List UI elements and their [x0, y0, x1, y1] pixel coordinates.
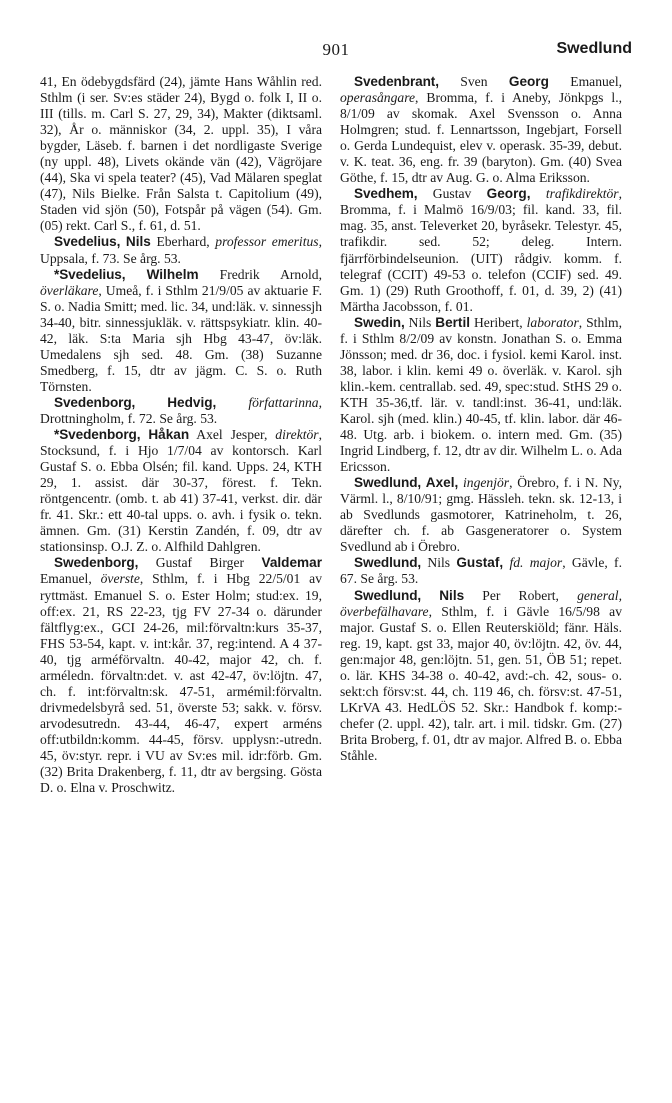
continued-entry-text: 41, En ödebygdsfärd (24), jämte Hans Wåhlin red. Sthlm (i ser. Sv:es städer 24), Bygd o. folk I, II o. III (tills. m. Carl S. 27, 29, 34), Makter (diktsaml. 32), År o. människor (34, 2. uppl. 35), I våra bygder, Läseb. f. barnen i det nordligaste Sverige (ny uppl. 48), Livets okände vän (42), Vägröjare (44), Ska vi spela teater? (45), Vad Mälaren speglat (47), Nils Bielke. Från Salsta t. Capitolium (49), Staden vid sjön (50), Fotspår på vägen (54). Gm. (05) rekt. Carl S., f. 61, d. 51. [40, 74, 322, 234]
entry-occupation: direktör [275, 427, 319, 443]
entry-body-text: , Uppsala, f. 73. Se årg. 53. [40, 234, 322, 266]
entry-occupation: professor emeritus [215, 234, 319, 250]
entry-surname: Svedelius, [54, 234, 121, 250]
biography-entry [40, 267, 322, 395]
entry-given-names-rest: Per Robert, [464, 587, 578, 603]
entry-given-names: Sven [438, 74, 509, 89]
entry-call-name: Nils [125, 234, 151, 250]
entry-occupation: överläkare [40, 282, 99, 298]
entry-body-text: , Sthlm, f. i Hbg 22/5/01 av ryttmäst. Emanuel S. o. Ester Holm; stud:ex. 19, off:ex. 21, RS 22-23, tjg FV 27-34 o. därunder fältflyg:ex., GCI 24-26, mil:förvaltn:kurs 35-37, FHS 53-54, kapt. v. int:kår. 37, reg:intend. A 4 37-40, tjg arméförvaltn. 40-42, major 42, ch. f. arméledn. förvaltn:det. v. ast 42-47, öv:löjtn. 47, ch. f. int:förvaltn:sk. 47-51, armémil:förvaltn. drivmedelsbyrå sed. 51, överste 53; sakk. v. försv. arvodesutredn. 43-44, 46-47, expert arméns off:utbildn:komm. 44-45, försv. upplysn:-utredn. 45, öv:styr. repr. i VU av Sv:es mil. idr:förb. Gm. (32) Brita Drakenberg, f. 11, dtr av bergsing. Gösta D. o. Elna v. Proschwitz. [40, 571, 322, 796]
entry-call-name: Georg, [486, 186, 531, 202]
entry-given-names [135, 395, 167, 410]
entry-given-names-rest [216, 395, 248, 410]
running-head: Swedlund [556, 40, 632, 57]
entry-surname: Swedlund, [354, 587, 422, 603]
page-header [0, 40, 672, 70]
entry-surname: Svedenborg, [54, 394, 136, 410]
biography-entry [340, 315, 622, 475]
entry-call-name: Wilhelm [146, 266, 199, 282]
entry-given-names: Gustav [417, 186, 487, 202]
entry-occupation: ingenjör [463, 475, 510, 491]
biography-entry [40, 555, 322, 796]
entry-given-names-rest: Emanuel, [40, 571, 101, 587]
entry-surname: Swedin, [354, 314, 405, 330]
page-number: 901 [322, 40, 350, 59]
entry-call-name: Valdemar [261, 555, 322, 571]
entry-call-name: Nils [439, 587, 465, 603]
entry-given-names-rest [530, 186, 545, 201]
entry-call-name: Håkan [148, 427, 190, 443]
entry-given-names: Gustaf Birger [138, 555, 262, 571]
entry-body-text: , Bromma, f. i Aneby, Jönkpgs l., 8/1/09 av skomak. Axel Svensson o. Anna Holmgren; stud. f. Lennartsson, Ingebjart, Forsell o. Gerda Lundequist, elev v. operask. 35-39, debut. v. K. teat. 36, eng. fr. 39 (baryton). Gm. (40) Svea Göthe, f. 15, dtr av Aug. G. o. Alma Eriksson. [340, 90, 622, 186]
entry-given-names: Nils [404, 314, 436, 330]
entry-surname: *Svedelius, [54, 266, 126, 282]
entry-call-name: Georg [508, 74, 549, 89]
biography-entry [340, 186, 622, 314]
entry-body-text: , Sthlm, f. i Gävle 16/5/98 av major. Gustaf S. o. Ellen Reuterskiöld; fänr. Häls. reg. 19, kapt. gst 33, major 40, öv:löjtn. 42, öv. 44, gen:major 48, gen:löjtn. 51, gen. 51, ÖB 51; repet. o. lär. KHS 34-38 o. 40-42, avd:-ch. 42, sous- o. sekt:ch försv:st. 44, ch. 119 46, ch. försv:st. 47-51, LKrVA 43. HedLÖS 52. Skr.: Handbok f. komp:-chefer (2. uppl. 42), talr. art. i mil. tidskr. Gm. (27) Brita Broberg, f. 01, dtr av major. Alfred B. o. Ebba Ståhle. [340, 603, 622, 763]
entry-occupation: general, överbefälhavare [340, 587, 622, 619]
entry-call-name: Bertil [435, 314, 471, 330]
entry-body-text: , Örebro, f. i N. Ny, Värml. l., 8/10/91; gmg. Hässleh. tekn. sk. 12-13, i ab Svedlunds gasmotorer, Katrineholm, t. 26, därefter ch. f. ab Gasgeneratorer o. System Svedlund ab i Örebro. [340, 475, 622, 555]
entry-call-name: Hedvig, [167, 394, 217, 410]
entry-surname: Svedhem, [354, 186, 418, 202]
entry-given-names-rest: Axel Jesper, [189, 427, 276, 443]
entry-body-text: , Gävle, f. 67. Se årg. 53. [340, 555, 622, 587]
left-column [40, 74, 322, 796]
entry-surname: Swedlund, [354, 475, 422, 491]
entry-occupation: laborator [526, 314, 579, 330]
biography-entry [40, 234, 322, 266]
biography-entry [340, 555, 622, 587]
entry-given-names [421, 588, 439, 603]
entry-body-text: , Stocksund, f. i Hjo 1/7/04 av kontorsch. Karl Gustaf S. o. Ebba Olsén; fil. kand. Upps. 24, KTH 29, 1. assist. där 30-37, förest. f. Tekn. röntgencentr. (omb. t. ab 41) 37-41, verkst. dir. där fr. 41. Skr.: ett 40-tal upps. o. avh. i fysik o. tekn. ämnen. Gm. (31) Kerstin Zandén, f. 09, dtr av stationsinsp. O.J. Z. o. Alfhild Dahlgren. [40, 427, 322, 555]
entry-surname: Swedenborg, [54, 555, 139, 571]
entry-occupation: fd. major [509, 555, 563, 571]
entry-occupation: överste [100, 571, 140, 587]
right-column [340, 74, 622, 764]
entry-given-names-rest: Fredrik Arnold, [198, 266, 322, 282]
entry-occupation: författarinna [248, 394, 319, 410]
biography-entry [40, 427, 322, 555]
entry-given-names-rest: Eberhard, [150, 234, 216, 250]
entry-occupation: operasångare [340, 90, 416, 106]
biography-entry [340, 588, 622, 765]
entry-occupation: trafikdirektör [545, 186, 619, 202]
entry-surname: Svedenbrant, [354, 74, 439, 89]
entry-call-name: Axel, [425, 475, 459, 491]
entry-given-names [125, 267, 146, 282]
biography-entry [340, 74, 622, 186]
entry-body-text: , Drottningholm, f. 72. Se årg. 53. [40, 394, 322, 426]
entry-body-text: , Sthlm, f. i Sthlm 8/2/09 av konstn. Jonathan S. o. Emma Jönsson; med. dr 36, doc. i fysiol. kemi Karol. inst. 38, labor. i klin. kemi 49 o. överläk. v. Karol. sjh klin.-kem. centrallab. sed. 49, spec:stud. StHS 29 o. KTH 35-36,tf. lär. v. tandl:inst. 36-41, und:läk. Karol. sjh (med. klin.) 40-45, tf. klin. labor. där 46-48. Utg. arb. i biokem. o. intern med. Gm. (35) Ingrid Lindberg, f. 12, dtr av dir. Wilhelm L. o. Ada Ericsson. [340, 314, 622, 475]
entry-call-name: Gustaf, [456, 555, 504, 571]
biography-entry [340, 475, 622, 555]
entry-body-text: , Bromma, f. i Malmö 16/9/03; fil. kand. 33, fil. mag. 35, anst. Televerket 20, byråsekr. Telestyr. 45, trafikdir. sed. 52; deleg. Intern. fjärrförbindelseunion. (UIT) rådgiv. komm. f. telegraf (CCIT) 49-53 o. telefon (CCIF) sed. 49. Gm. 1) (29) Ruth Groothoff, f. 01, d. 39, 2) (41) Märtha Jacobsson, f. 01. [340, 186, 623, 314]
entry-given-names-rest: Heribert, [470, 314, 527, 330]
entry-given-names: Nils [421, 555, 457, 571]
biography-entry [40, 395, 322, 427]
entry-given-names-rest: Emanuel, [548, 74, 622, 89]
entry-body-text: , Umeå, f. i Sthlm 21/9/05 av aktuarie F. S. o. Nadia Smitt; med. lic. 34, und:läk. v. sinnessjh 34-40, bitr. sinnessjukläk. v. rättspsykiatr. klin. 40-42, läk. S:ta Maria sjh Hbg 43-47, öv:läk. Umedalens sjh sed. 48. Gm. (38) Suzanne Smedberg, f. 15, dtr av jägm. C. S. o. Ruth Törnsten. [40, 282, 322, 394]
entry-surname: Swedlund, [354, 555, 422, 571]
entry-surname: *Svedenborg, [54, 427, 141, 443]
